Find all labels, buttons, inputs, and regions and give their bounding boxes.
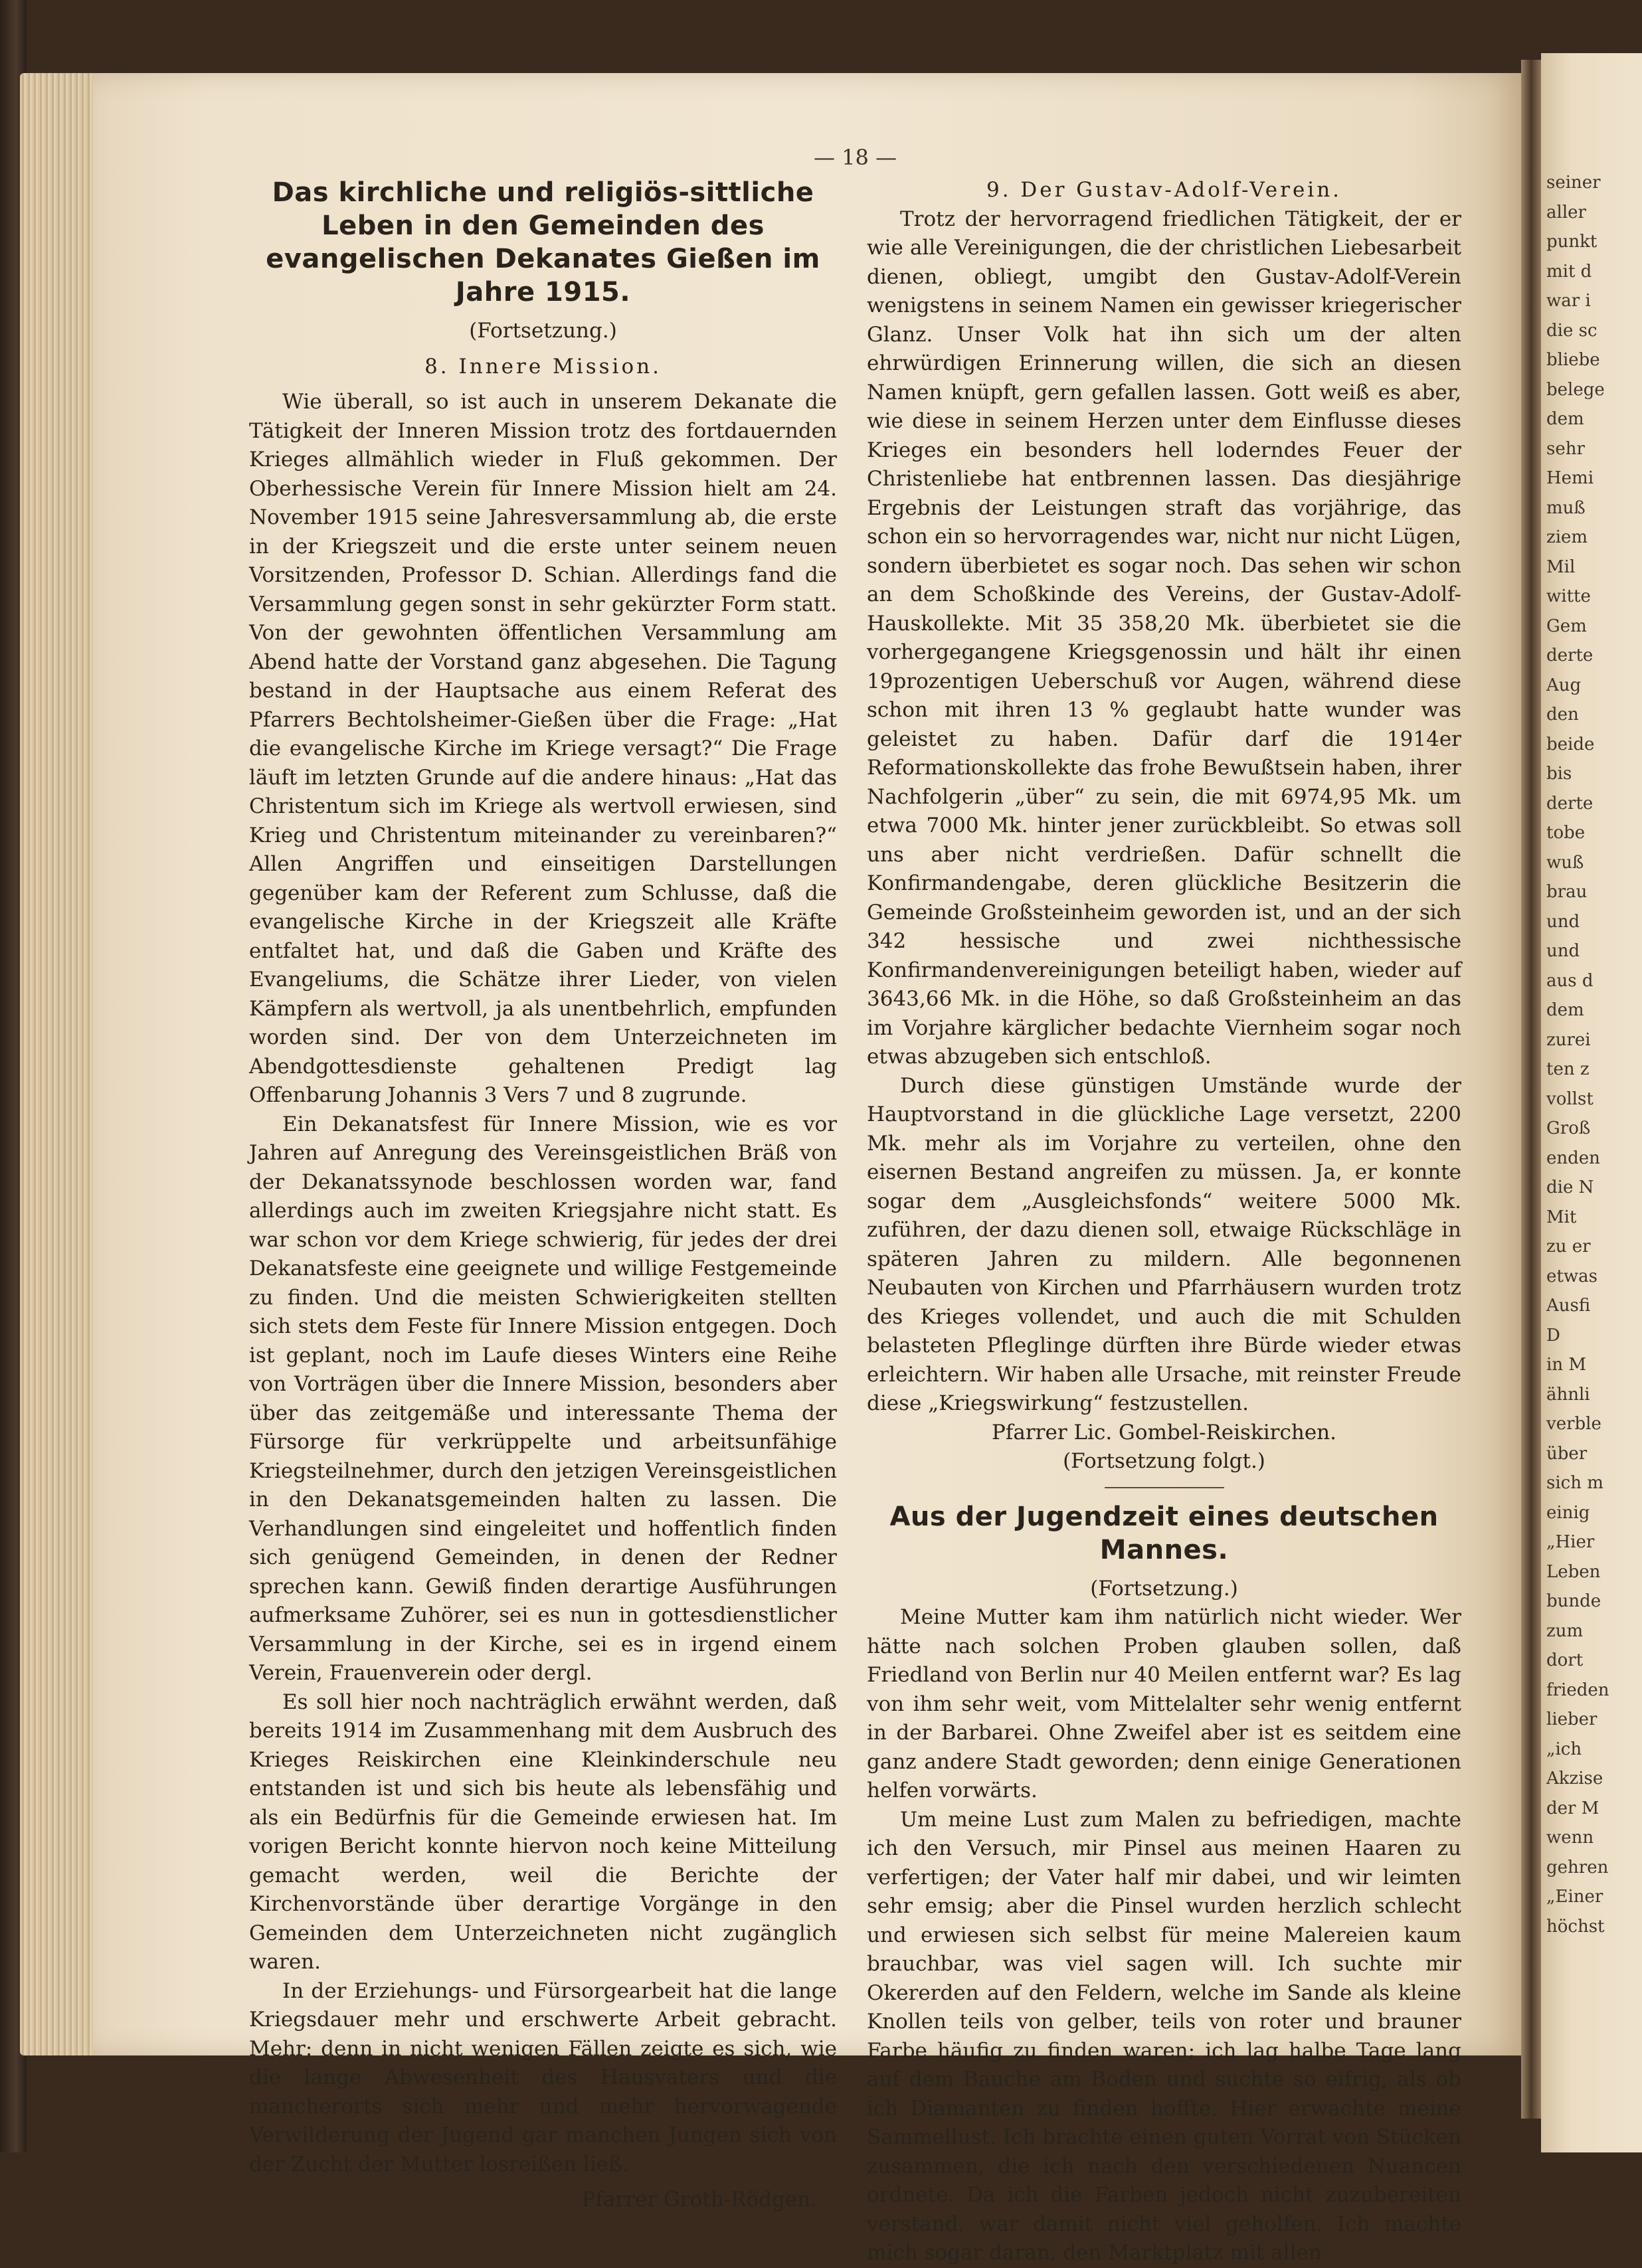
article2-title: Aus der Jugendzeit eines deutschen Mannes.	[889, 1501, 1439, 1565]
next-page-text-fragment: die sc	[1546, 320, 1597, 341]
next-page-text-fragment: in M	[1546, 1355, 1586, 1375]
next-page-text-fragment: sich m	[1546, 1473, 1603, 1493]
next-page-text-fragment: Gem	[1546, 616, 1587, 636]
divider	[1105, 1487, 1224, 1488]
next-page-text-fragment: tobe	[1546, 823, 1586, 843]
next-page-text-fragment: verble	[1546, 1414, 1601, 1434]
next-page-text-fragment: sehr	[1546, 438, 1585, 459]
page-number: — 18 —	[814, 145, 897, 170]
right-column	[867, 176, 1461, 2268]
next-page-fragment	[1541, 53, 1642, 2152]
next-page-text-fragment: Mit	[1546, 1207, 1577, 1227]
next-page-text-fragment: muß	[1546, 497, 1586, 518]
next-page-text-fragment: gehren	[1546, 1857, 1609, 1877]
next-page-text-fragment: und	[1546, 911, 1580, 932]
next-page-text-fragment: „Hier	[1546, 1532, 1595, 1552]
next-page-text-fragment: aus d	[1546, 970, 1594, 991]
next-page-text-fragment: zurei	[1546, 1029, 1591, 1050]
next-page-text-fragment: zum	[1546, 1620, 1584, 1641]
next-page-text-fragment: witte	[1546, 586, 1591, 606]
next-page-text-fragment: die N	[1546, 1178, 1594, 1197]
next-page-text-fragment: der M	[1546, 1798, 1599, 1818]
next-page-text-fragment: bliebe	[1546, 350, 1600, 370]
paragraph: Durch diese günstigen Umstände wurde der Hauptvorstand in die glückliche Lage versetzt, 2200 Mk. mehr als im Vorjahre zu verteilen, ohne den eisernen Bestand angreifen zu müssen. Ja, er konnte sogar dem „Ausgleichsfonds“ weitere 5000 Mk. zuführen, der dazu dienen soll, etwaige Rückschläge in späteren Jahren zu mildern. Alle begonnenen Neubauten von Kirchen und Pfarrhäusern wurden trotz des Krieges vollendet, und auch die mit Schulden belasteten Pfleglinge dürften ihre Bürde wieder etwas erleichtern. Wir haben alle Ursache, mit reinster Freude diese „Kriegswirkung“ festzustellen.	[867, 1073, 1461, 1415]
next-page-text-fragment: bis	[1546, 764, 1572, 784]
left-column	[249, 176, 837, 2215]
next-page-text-fragment: bunde	[1546, 1591, 1601, 1611]
paragraph: Wie überall, so ist auch in unserem Dekanate die Tätigkeit der Inneren Mission trotz des fortdauernden Krieges allmählich wieder in Fluß gekommen. Der Oberhessische Verein für Innere Mission hielt am 24. November 1915 seine Jahresversammlung ab, die erste in der Kriegszeit und die erste unter seinem neuen Vorsitzenden, Professor D. Schian. Allerdings fand die Versammlung gegen sonst in sehr gekürzter Form statt. Von der gewohnten öffentlichen Versammlung am Abend hatte der Vorstand ganz abgesehen. Die Tagung bestand in der Hauptsache aus einem Referat des Pfarrers Bechtolsheimer-Gießen über die Frage: „Hat die evangelische Kirche im Kriege versagt?“ Die Frage läuft im letzten Grunde auf die andere hinaus: „Hat das Christentum sich im Kriege als wertvoll erwiesen, sind Krieg und Christentum miteinander zu vereinbaren?“ Allen Angriffen und einseitigen Darstellungen gegenüber kam der Referent zum Schlusse, daß die evangelische Kirche in der Kriegszeit alle Kräfte entfaltet hat, und daß die Gaben und Kräfte des Evangeliums, die Schätze ihrer Lieder, von vielen Kämpfern als wertvoll, ja als unentbehrlich, empfunden worden sind. Der von dem Unterzeichneten im Abendgottesdienste gehaltenen Predigt lag Offenbarung Johannis 3 Vers 7 und 8 zugrunde.	[249, 390, 837, 1107]
next-page-text-fragment: einig	[1546, 1502, 1590, 1523]
next-page-text-fragment: seiner	[1546, 173, 1601, 193]
next-page-text-fragment: lieber	[1546, 1709, 1597, 1729]
paragraph: In der Erziehungs- und Fürsorgearbeit hat die lange Kriegsdauer mehr und erschwerte Arbeit gebracht. Mehr: denn in nicht wenigen Fällen zeigte es sich, wie die lange Abwesenheit des Hausvaters und die mancherorts sich mehr und mehr hervorwagende Verwilderung der Jugend gar manchen Jungen sich von der Zucht der Mutter losreißen ließ.	[249, 1978, 837, 2176]
section-heading-innere-mission: 8. Innere Mission.	[424, 354, 662, 379]
next-page-text-fragment: Groß	[1546, 1118, 1591, 1138]
next-page-text-fragment: über	[1546, 1443, 1588, 1464]
book-gutter	[1521, 60, 1541, 2119]
paragraph: Um meine Lust zum Malen zu befriedigen, machte ich den Versuch, mir Pinsel aus meinen Haaren zu verfertigen; der Vater half mir dabei, und wir leimten sehr emsig; aber die Pinsel wurden herzlich schlecht und erwiesen sich selbst für meine Malereien kaum brauchbar, was viel sagen will. Ich suchte mir Okererden auf den Feldern, welche im Sande als kleine Knollen teils von gelber, teils von roter und brauner Farbe häufig zu finden waren; ich lag halbe Tage lang auf dem Bauche am Boden und suchte so eifrig, als ob ich Diamanten zu finden hoffte. Hier erwachte meine Sammellust. Ich brachte einen guten Vorrat von Stücken zusammen, die ich nach den verschiedenen Nuancen ordnete. Da ich die Farben jedoch nicht zuzubereiten verstand, war damit nicht viel geholfen. Ich machte mich sogar daran, den Marktplatz mit allen	[867, 1807, 1461, 2265]
next-page-text-fragment: mit d	[1546, 261, 1592, 282]
next-page-text-fragment: etwas	[1546, 1266, 1597, 1286]
next-page-text-fragment: wenn	[1546, 1828, 1594, 1848]
next-page-text-fragment: dort	[1546, 1650, 1584, 1670]
next-page-text-fragment: und	[1546, 941, 1580, 961]
article2-continued-label: (Fortsetzung.)	[1090, 1576, 1238, 1601]
next-page-text-fragment: frieden	[1546, 1680, 1609, 1700]
next-page-text-fragment: D	[1546, 1325, 1560, 1346]
next-page-text-fragment: „ich	[1546, 1739, 1582, 1759]
next-page-text-fragment: höchst	[1546, 1916, 1605, 1937]
next-page-text-fragment: derte	[1546, 793, 1594, 814]
paragraph: Trotz der hervorragend friedlichen Tätigkeit, der er wie alle Vereinigungen, die der christlichen Liebesarbeit dienen, obliegt, umgibt den Gustav-Adolf-Verein wenigstens in seinem Namen ein gewisser kriegerischer Glanz. Unser Volk hat ihn sich um der alten ehrwürdigen Erinnerung willen, die sich an diesen Namen knüpft, gern gefallen lassen. Gott weiß es aber, wie diese in seinem Herzen unter dem Einflusse dieses Krieges ein besonders hell loderndes Feuer der Christenliebe hat entbrennen lassen. Das diesjährige Ergebnis der Leistungen straft das vorjährige, das schon ein so hervorragendes war, nicht nur nicht Lügen, sondern überbietet es sogar noch. Das sehen wir schon an dem Schoßkinde des Vereins, der Gustav-Adolf-Hauskollekte. Mit 35 358,20 Mk. überbietet sie die vorhergegangene Kriegsgenossin und hält ihr einen 19prozentigen Ueberschuß vor Augen, während diese schon mit ihren 13 % geglaubt hatte wunder was geleistet zu haben. Dafür darf die 1914er Reformationskollekte das frohe Bewußtsein haben, ihrer Nachfolgerin „über“ zu sein, die mit 6974,95 Mk. um etwa 7000 Mk. hinter jener zurückbleibt. So etwas soll uns aber nicht verdrießen. Dafür schnellt die Konfirmandengabe, deren glückliche Besitzerin die Gemeinde Großsteinheim geworden ist, und an der sich 342 hessische und zwei nichthessische Konfirmandenvereinigungen beteiligt haben, wieder auf 3643,66 Mk. in die Höhe, so daß Großsteinheim an das im Vorjahre kärglicher bedachte Viernheim sogar noch etwas abzugeben sich entschloß.	[867, 207, 1461, 1069]
paragraph: Ein Dekanatsfest für Innere Mission, wie es vor Jahren auf Anregung des Vereinsgeistlichen Bräß von der Dekanatssynode beschlossen worden war, fand allerdings auch im zweiten Kriegsjahre nicht statt. Es war schon vor dem Kriege schwierig, für jedes der drei Dekanatsfeste eine geeignete und willige Festgemeinde zu finden. Und die meisten Schwierigkeiten stellten sich stets dem Feste für Innere Mission entgegen. Doch ist geplant, noch im Laufe dieses Winters eine Reihe von Vorträgen über die Innere Mission, besonders aber über das zeitgemäße und interessante Thema der Fürsorge für verkrüppelte und arbeitsunfähige Kriegsteilnehmer, durch den jetzigen Vereinsgeistlichen in den Dekanatsgemeinden halten zu lassen. Die Verhandlungen sind eingeleitet und hoffentlich finden sich genügend Gemeinden, in denen der Redner sprechen kann. Gewiß finden derartige Ausführungen aufmerksame Zuhörer, sei es nun in gottesdienstlicher Versammlung in der Kirche, sei es in irgend einem Verein, Frauenverein oder dergl.	[249, 1112, 837, 1685]
continued-label: (Fortsetzung.)	[469, 319, 617, 343]
next-page-text-fragment: beide	[1546, 734, 1595, 754]
page-edges	[20, 73, 93, 2055]
next-page-text-fragment: aller	[1546, 202, 1586, 222]
next-page-text-fragment: Mil	[1546, 557, 1576, 577]
next-page-text-fragment: dem	[1546, 1000, 1584, 1020]
next-page-text-fragment: ziem	[1546, 527, 1588, 547]
article-title: Das kirchliche und religiös-sittliche Leben in den Gemeinden des evangelischen Dekanates Gießen im Jahre 1915.	[266, 177, 820, 307]
signature-groth: Pfarrer Groth-Rödgen.	[581, 2188, 817, 2212]
next-page-text-fragment: punkt	[1546, 232, 1597, 252]
signature-gombel: Pfarrer Lic. Gombel-Reiskirchen.	[992, 1420, 1336, 1444]
paragraph: Es soll hier noch nachträglich erwähnt werden, daß bereits 1914 im Zusammenhang mit dem Ausbruch des Krieges Reiskirchen eine Kleinkinderschule neu entstanden ist und sich bis heute als lebensfähig und als ein Bedürfnis für die Gemeinde erwiesen hat. Im vorigen Bericht konnte hiervon noch keine Mitteilung gemacht werden, weil die Berichte der Kirchenvorstände über derartige Vorgänge in den Gemeinden dem Unterzeichneten nicht zugänglich waren.	[249, 1690, 837, 1974]
next-page-text-fragment: war i	[1546, 291, 1591, 311]
next-page-text-fragment: vollst	[1546, 1089, 1594, 1109]
next-page-text-fragment: Hemi	[1546, 468, 1594, 488]
next-page-text-fragment: Ausfi	[1546, 1296, 1591, 1316]
next-page-text-fragment: derte	[1546, 646, 1594, 665]
next-page-text-fragment: belege	[1546, 379, 1605, 400]
next-page-text-fragment: „Einer	[1546, 1887, 1603, 1907]
next-page-text-fragment: dem	[1546, 409, 1584, 429]
next-page-text-fragment: enden	[1546, 1148, 1600, 1168]
next-page-text-fragment: ähnli	[1546, 1384, 1590, 1405]
next-page-text-fragment: brau	[1546, 882, 1588, 902]
next-page-text-fragment: Akzise	[1546, 1769, 1603, 1788]
next-page-text-fragment: wuß	[1546, 852, 1584, 873]
next-page-text-fragment: Aug	[1546, 675, 1582, 695]
section-heading-gustav-adolf: 9. Der Gustav-Adolf-Verein.	[986, 178, 1342, 202]
next-page-text-fragment: den	[1546, 705, 1579, 725]
next-page-text-fragment: Leben	[1546, 1561, 1601, 1582]
next-page-text-fragment: zu er	[1546, 1237, 1591, 1257]
continued-note: (Fortsetzung folgt.)	[1063, 1449, 1265, 1473]
next-page-text-fragment: ten z	[1546, 1059, 1590, 1079]
paragraph: Meine Mutter kam ihm natürlich nicht wieder. Wer hätte nach solchen Proben glauben sollen, daß Friedland von Berlin nur 40 Meilen entfernt war? Es lag von ihm sehr weit, vom Mittelalter sehr wenig entfernt in der Barbarei. Ohne Zweifel aber ist es seitdem eine ganz andere Stadt geworden; denn einige Generationen helfen vorwärts.	[867, 1605, 1461, 1802]
